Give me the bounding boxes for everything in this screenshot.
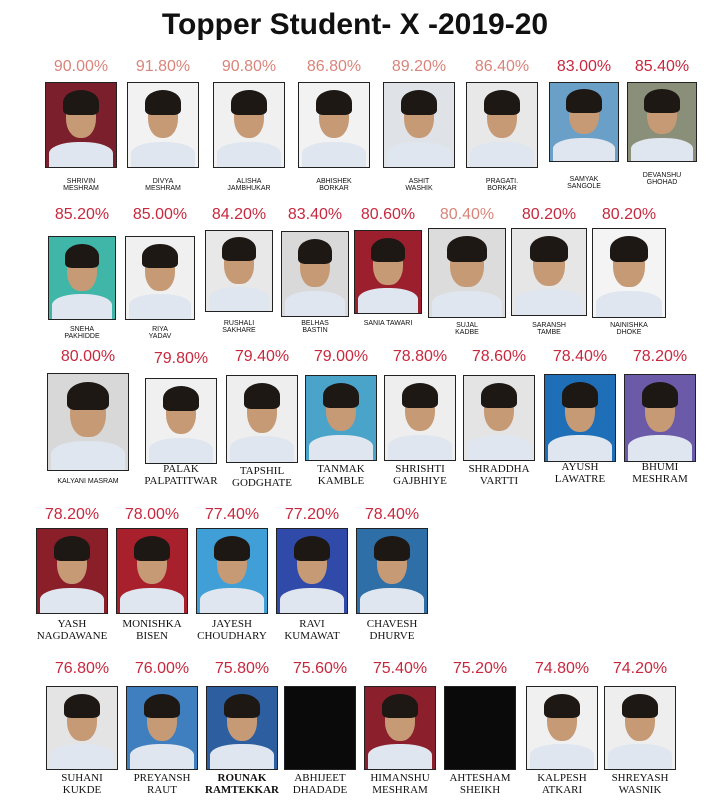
student-name-line1: BELHAS <box>301 320 329 327</box>
student-percentage: 75.40% <box>372 660 428 677</box>
student-percentage: 79.00% <box>313 348 369 365</box>
student-name-line2: KUMAWAT <box>284 629 340 642</box>
student-photo <box>213 82 285 168</box>
student-name-line1: AYUSH <box>561 461 599 473</box>
student-name-line2: PAKHIDDE <box>64 333 100 341</box>
student-photo <box>206 686 278 770</box>
student-photo <box>125 236 195 320</box>
student-percentage: 74.20% <box>612 660 668 677</box>
student-name-line2: LAWATRE <box>554 472 606 485</box>
student-photo <box>116 528 188 614</box>
student-name-line2: BORKAR <box>319 185 349 193</box>
student-photo <box>383 82 455 168</box>
student-photo <box>284 686 356 770</box>
student-name-line2: BORKAR <box>487 185 517 193</box>
student-photo <box>205 230 273 312</box>
student-photo <box>46 686 118 770</box>
student-photo <box>281 231 349 317</box>
student-photo <box>196 528 268 614</box>
student-percentage: 78.60% <box>471 348 527 365</box>
student-photo <box>354 230 422 314</box>
student-name-line1: YASH <box>57 618 87 630</box>
student-photo <box>48 236 116 320</box>
student-name-line1: ABHISHEK <box>316 178 352 185</box>
student-photo <box>624 374 696 462</box>
student-photo <box>127 82 199 168</box>
page-title: Topper Student- X -2019-20 <box>161 8 549 41</box>
student-name-line2: JAMBHUKAR <box>227 185 271 193</box>
student-photo <box>145 378 217 464</box>
student-name <box>579 322 679 337</box>
student-name-line1: RIYA <box>152 326 168 333</box>
student-photo <box>544 374 616 462</box>
student-name-line2: YADAV <box>148 333 172 341</box>
student-photo <box>463 375 535 461</box>
student-name-line1: SUJAL <box>456 322 478 329</box>
student-name-line2: PALPATITWAR <box>144 474 218 487</box>
student-percentage: 76.80% <box>54 660 110 677</box>
student-name-line2: DHADADE <box>292 783 348 796</box>
student-name-line2: NAGDAWANE <box>36 629 108 642</box>
student-name-line2: KUKDE <box>62 783 102 796</box>
student-name <box>113 178 213 193</box>
student-name-line2: MESHRAM <box>145 185 181 193</box>
student-photo <box>511 228 587 316</box>
student-name-line2: GAJBHIYE <box>393 474 447 487</box>
student-percentage: 79.40% <box>234 348 290 365</box>
student-percentage: 89.20% <box>391 58 447 75</box>
student-percentage: 90.00% <box>53 58 109 75</box>
student-name-line2: DHURVE <box>369 629 415 642</box>
student-name-line1: PALAK <box>163 463 199 475</box>
student-name-line1: TAPSHIL <box>239 465 285 477</box>
student-name-line2: BISEN <box>136 629 168 642</box>
student-name-line1: BHUMI <box>641 461 679 473</box>
student-name-line2: TAMBE <box>537 329 561 337</box>
student-name-line2: RAMTEKKAR <box>205 783 279 796</box>
student-name-line1: JAYESH <box>212 618 252 630</box>
student-percentage: 78.40% <box>552 348 608 365</box>
student-name-line2: GHOHAD <box>646 179 678 187</box>
student-name-line1: SARANSH <box>532 322 566 329</box>
student-name-line2: SAKHARE <box>222 327 256 335</box>
student-name-line2: ATKARI <box>541 783 583 796</box>
student-photo <box>364 686 436 770</box>
student-percentage: 91.80% <box>135 58 191 75</box>
student-name-line2: BASTIN <box>302 327 328 335</box>
student-name-line2: MESHRAM <box>63 185 99 193</box>
student-percentage: 80.40% <box>439 206 495 223</box>
student-name-line2: KADBE <box>455 329 479 337</box>
student-percentage: 77.20% <box>284 506 340 523</box>
student-photo <box>276 528 348 614</box>
student-name-line1: PREYANSH <box>133 772 191 784</box>
student-percentage: 83.40% <box>287 206 343 223</box>
student-name-line1: SAMYAK <box>569 176 599 183</box>
student-name <box>610 462 710 485</box>
student-percentage: 90.80% <box>221 58 277 75</box>
student-name-line2: DHOKE <box>616 329 642 337</box>
student-photo <box>444 686 516 770</box>
student-photo <box>298 82 370 168</box>
student-name-line1: KALPESH <box>537 772 587 784</box>
student-name-line2: SHEIKH <box>459 783 501 796</box>
student-photo <box>356 528 428 614</box>
student-percentage: 80.60% <box>360 206 416 223</box>
student-photo <box>592 228 666 318</box>
student-name-line1: SUHANI <box>61 772 103 784</box>
student-photo <box>45 82 117 168</box>
student-photo <box>36 528 108 614</box>
student-percentage: 80.00% <box>60 348 116 365</box>
student-name-line1: AHTESHAM <box>449 772 511 784</box>
student-name-line1: NAINISHKA <box>610 322 648 329</box>
student-name-line2: KAMBLE <box>317 474 365 487</box>
student-name-line2: WASHIK <box>405 185 433 193</box>
student-name-line1: ASHIT <box>408 178 430 185</box>
student-photo <box>526 686 598 770</box>
student-name-line1: KALYANI MASRAM <box>57 478 119 485</box>
student-name <box>590 773 690 796</box>
student-photo <box>428 228 506 318</box>
student-photo <box>549 82 619 162</box>
student-name-line1: ROUNAK <box>217 772 267 784</box>
student-name-line1: TANMAK <box>317 463 365 475</box>
student-percentage: 78.40% <box>364 506 420 523</box>
student-name-line2: RAUT <box>147 783 177 796</box>
student-percentage: 86.80% <box>306 58 362 75</box>
student-name-line1: HIMANSHU <box>370 772 430 784</box>
student-percentage: 86.40% <box>474 58 530 75</box>
student-name-line2: WASNIK <box>618 783 662 796</box>
student-photo <box>627 82 697 162</box>
student-name-line1: CHAVESH <box>366 618 418 630</box>
student-percentage: 79.80% <box>153 350 209 367</box>
student-photo <box>126 686 198 770</box>
student-name-line2: MESHRAM <box>632 472 688 485</box>
student-name-line2: VARTTI <box>479 474 519 487</box>
student-name-line1: SANIA TAWARI <box>363 320 413 327</box>
student-percentage: 76.00% <box>134 660 190 677</box>
student-name <box>38 478 138 485</box>
student-name-line1: SHRADDHA <box>468 463 530 475</box>
student-photo <box>47 373 129 471</box>
student-photo <box>305 375 377 461</box>
student-name <box>342 619 442 642</box>
student-name-line1: MONISHKA <box>122 618 182 630</box>
student-percentage: 85.40% <box>634 58 690 75</box>
student-percentage: 78.20% <box>44 506 100 523</box>
student-percentage: 78.20% <box>632 348 688 365</box>
student-name-line1: PRAGATI. <box>485 178 519 185</box>
student-photo <box>604 686 676 770</box>
student-percentage: 85.20% <box>54 206 110 223</box>
student-name-line1: RAVI <box>299 618 325 630</box>
student-percentage: 78.00% <box>124 506 180 523</box>
student-percentage: 80.20% <box>521 206 577 223</box>
student-name-line1: ALISHA <box>236 178 262 185</box>
student-percentage: 75.20% <box>452 660 508 677</box>
student-photo <box>384 375 456 461</box>
student-percentage: 85.00% <box>132 206 188 223</box>
student-name-line1: DEVANSHU <box>642 172 682 179</box>
student-percentage: 83.00% <box>556 58 612 75</box>
student-name <box>612 172 710 187</box>
student-name-line1: ABHIJEET <box>294 772 346 784</box>
student-name-line1: SHRIVIN <box>66 178 96 185</box>
student-percentage: 75.60% <box>292 660 348 677</box>
student-percentage: 74.80% <box>534 660 590 677</box>
student-name-line1: RUSHALI <box>223 320 255 327</box>
student-percentage: 84.20% <box>211 206 267 223</box>
student-percentage: 77.40% <box>204 506 260 523</box>
student-name-line2: MESHRAM <box>372 783 428 796</box>
student-name-line2: CHOUDHARY <box>197 629 267 642</box>
student-photo <box>226 375 298 463</box>
student-percentage: 75.80% <box>214 660 270 677</box>
student-percentage: 80.20% <box>601 206 657 223</box>
student-name-line2: GODGHATE <box>232 476 292 489</box>
student-photo <box>466 82 538 168</box>
student-name-line2: SANGOLE <box>567 183 601 191</box>
student-name-line1: SNEHA <box>69 326 95 333</box>
student-name-line1: SHREYASH <box>611 772 669 784</box>
student-percentage: 78.80% <box>392 348 448 365</box>
student-name-line1: DIVYA <box>152 178 174 185</box>
student-name-line1: SHRISHTI <box>395 463 445 475</box>
